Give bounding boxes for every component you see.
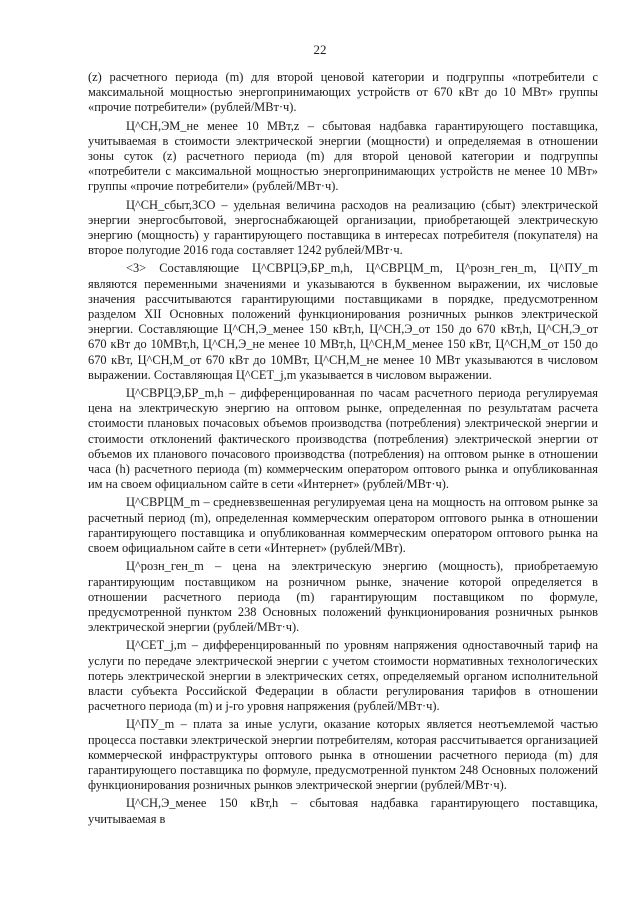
- paragraph-3: Ц^СН_сбыт,ЗСО – удельная величина расходов на реализацию (сбыт) электрической энергии энергосбытовой, энергоснабжающей организации, приобретающей электрическую энергию (мощность) у гарантирующего поставщика в интересах потребителя (покупателя) на второе полугодие 2016 года составляет 1242 рублей/МВт·ч.: [88, 197, 598, 258]
- paragraph-7: Ц^розн_ген_m – цена на электрическую энергию (мощность), приобретаемую гарантирующим поставщиком на розничном рынке, значение которой определяется в отношении расчетного периода (m) гарантирующим поставщиком по формуле, предусмотренной пунктом 238 Основных положений функционирования розничных рынков электрической энергии (рублей/МВт·ч).: [88, 559, 598, 635]
- paragraph-9: Ц^ПУ_m – плата за иные услуги, оказание которых является неотъемлемой частью процесса поставки электрической энергии потребителям, которая рассчитывается организацией коммерческой инфраструктуры оптового рынка в отношении расчетного периода (m) для гарантирующего поставщика по формуле, предусмотренной пунктом 248 Основных положений функционирования розничных рынков электрической энергии (рублей/МВт·ч).: [88, 717, 598, 793]
- paragraph-4: <3> Составляющие Ц^СВРЦЭ,БР_m,h, Ц^СВРЦМ_m, Ц^розн_ген_m, Ц^ПУ_m являются переменными значениями и указываются в буквенном выражении, их числовые значения рассчитываются гарантирующими поставщиками в порядке, предусмотренном разделом XII Основных положений функционирования розничных рынков электрической энергии. Составляющие Ц^СН,Э_менее 150 кВт,h, Ц^СН,Э_от 150 до 670 кВт,h, Ц^СН,Э_от 670 кВт до 10МВт,h, Ц^СН,Э_не менее 10 МВт,h, Ц^СН,М_менее 150 кВт, Ц^СН,М_от 150 до 670 кВт, Ц^СН,М_от 670 кВт до 10МВт, Ц^СН,М_не менее 10 МВт указываются в числовом выражении. Составляющая Ц^СЕТ_j,m указывается в числовом выражении.: [88, 261, 598, 382]
- paragraph-6: Ц^СВРЦМ_m – средневзвешенная регулируемая цена на мощность на оптовом рынке за расчетный период (m), определенная коммерческим оператором оптового рынка в отношении гарантирующего поставщика и опубликованная коммерческим оператором оптового рынка на своем официальном сайте в сети «Интернет» (рублей/МВт).: [88, 495, 598, 556]
- paragraph-2: Ц^СН,ЭМ_не менее 10 МВт,z – сбытовая надбавка гарантирующего поставщика, учитываемая в стоимости электрической энергии (мощности) и определяемая в отношении зоны суток (z) расчетного периода (m) для второй ценовой категории и подгруппы «потребители с максимальной мощностью энергопринимающих устройств не менее 10 МВт» группы «прочие потребители» (рублей/МВт·ч).: [88, 118, 598, 194]
- paragraph-5: Ц^СВРЦЭ,БР_m,h – дифференцированная по часам расчетного периода регулируемая цена на электрическую энергию на оптовом рынке, определенная по результатам расчета стоимости плановых почасовых объемов производства (потребления) электрической энергии и стоимости отклонений фактического производства (потребления) электрической энергии от объемов их планового почасового производства (потребления) на оптовом рынке в отношении часа (h) расчетного периода (m) коммерческим оператором оптового рынка и опубликованная им на своем официальном сайте в сети «Интернет» (рублей/МВт·ч).: [88, 386, 598, 492]
- paragraph-1: (z) расчетного периода (m) для второй ценовой категории и подгруппы «потребители с максимальной мощностью энергопринимающих устройств от 670 кВт до 10 МВт» группы «прочие потребители» (рублей/МВт·ч).: [88, 70, 598, 115]
- paragraph-8: Ц^СЕТ_j,m – дифференцированный по уровням напряжения одноставочный тариф на услуги по передаче электрической энергии с учетом стоимости нормативных технологических потерь электрической энергии в электрических сетях, определяемый органом исполнительной власти субъекта Российской Федерации в области регулирования тарифов в отношении расчетного периода (m) и j-го уровня напряжения (рублей/МВт·ч).: [88, 638, 598, 714]
- document-body: [88, 70, 598, 830]
- paragraph-10: Ц^СН,Э_менее 150 кВт,h – сбытовая надбавка гарантирующего поставщика, учитываемая в: [88, 796, 598, 826]
- page-number: 22: [313, 42, 327, 57]
